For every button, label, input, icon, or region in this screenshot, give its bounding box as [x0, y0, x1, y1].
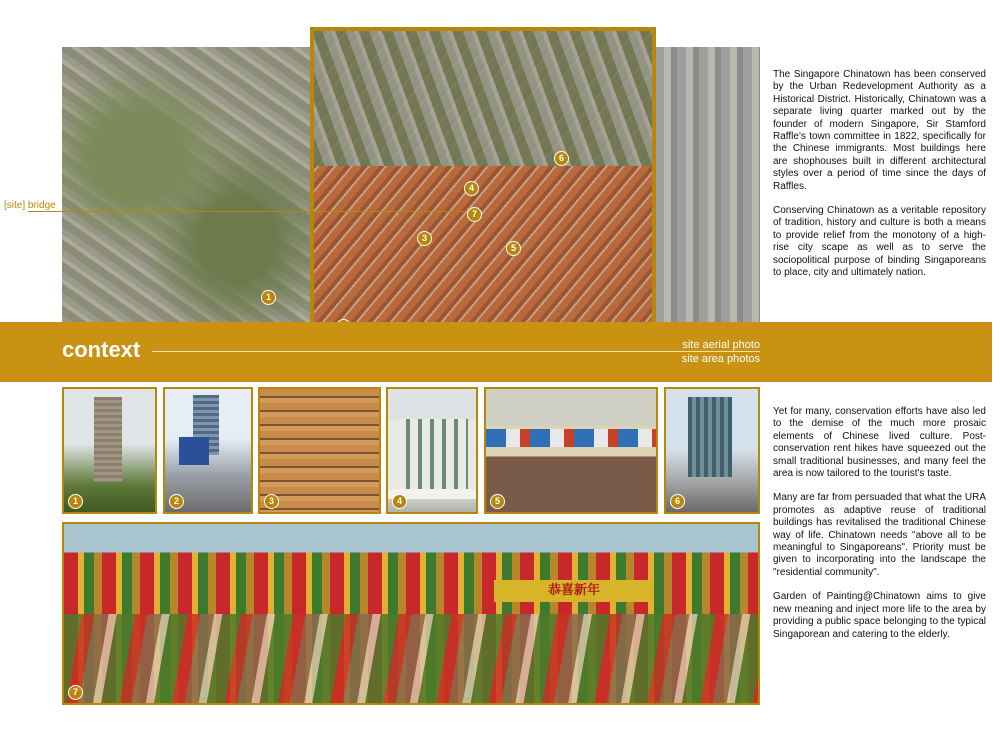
bridge-label: [site] bridge [4, 200, 56, 211]
festive-sign: 恭喜新年 [494, 580, 654, 602]
intro-paragraph-1: The Singapore Chinatown has been conserved by the Urban Redevelopment Authority as a Historical District. Historically, Chinatown was a separate living quarter marked out by the founder of modern Singapore, Sir Stamford Raffle's town committee in 1822, specifically for the Chinese immigrants. Most buildings here are shophouses built in different architectural styles over a period of time since the days of Raffles. [773, 69, 986, 192]
site-photo-2 [163, 387, 253, 514]
body-text [773, 406, 986, 641]
body-paragraph-1: Yet for many, conservation efforts have also led to the demise of the much more prosaic elements of Chinese lived culture. Post-conservation rent hikes have squeezed out the small traditional businesses, and many feel the area is now tailored to the tourist's taste. [773, 406, 986, 480]
context-band [0, 322, 992, 382]
aerial-photo-left [62, 47, 312, 322]
aerial-photo-right [655, 47, 760, 322]
site-photo-1 [62, 387, 157, 514]
aerial-photo-site [310, 27, 656, 336]
photo-number-1: 1 [68, 494, 83, 509]
site-photo-5 [484, 387, 658, 514]
caption-area: site area photos [681, 353, 760, 365]
band-divider [152, 351, 760, 352]
photo-number-2: 2 [169, 494, 184, 509]
bridge-leader-line [28, 211, 466, 212]
photo-number-4: 4 [392, 494, 407, 509]
section-title: context [62, 337, 141, 362]
marker-3: 3 [417, 231, 432, 246]
marker-7: 7 [467, 207, 482, 222]
photo-number-5: 5 [490, 494, 505, 509]
photo-number-6: 6 [670, 494, 685, 509]
caption-aerial: site aerial photo [682, 339, 760, 351]
intro-paragraph-2: Conserving Chinatown as a veritable repository of tradition, history and culture is both a means to provide relief from the monotony of a high-rise city scape as well as to serve the sociopolitical purpose of binding Singaporeans to place, city and ultimately nation. [773, 205, 986, 279]
site-photo-6 [664, 387, 760, 514]
photo-number-7: 7 [68, 685, 83, 700]
photo-number-3: 3 [264, 494, 279, 509]
body-paragraph-3: Garden of Painting@Chinatown aims to give new meaning and inject more life to the area by providing a public space belonging to the typical Singaporean and catering to the elderly. [773, 591, 986, 640]
marker-5: 5 [506, 241, 521, 256]
site-photo-3 [258, 387, 381, 514]
intro-text [773, 69, 986, 280]
marker-1: 1 [261, 290, 276, 305]
site-photo-4 [386, 387, 478, 514]
body-paragraph-2: Many are far from persuaded that what the URA promotes as adaptive reuse of traditional buildings has revitalised the traditional Chinese way of life. Chinatown needs "above all to be meaningful to Singaporeans". Priority must be given to incorporating into the landscape the "residential community". [773, 492, 986, 578]
marker-4: 4 [464, 181, 479, 196]
marker-6: 6 [554, 151, 569, 166]
site-photo-7 [62, 522, 760, 705]
